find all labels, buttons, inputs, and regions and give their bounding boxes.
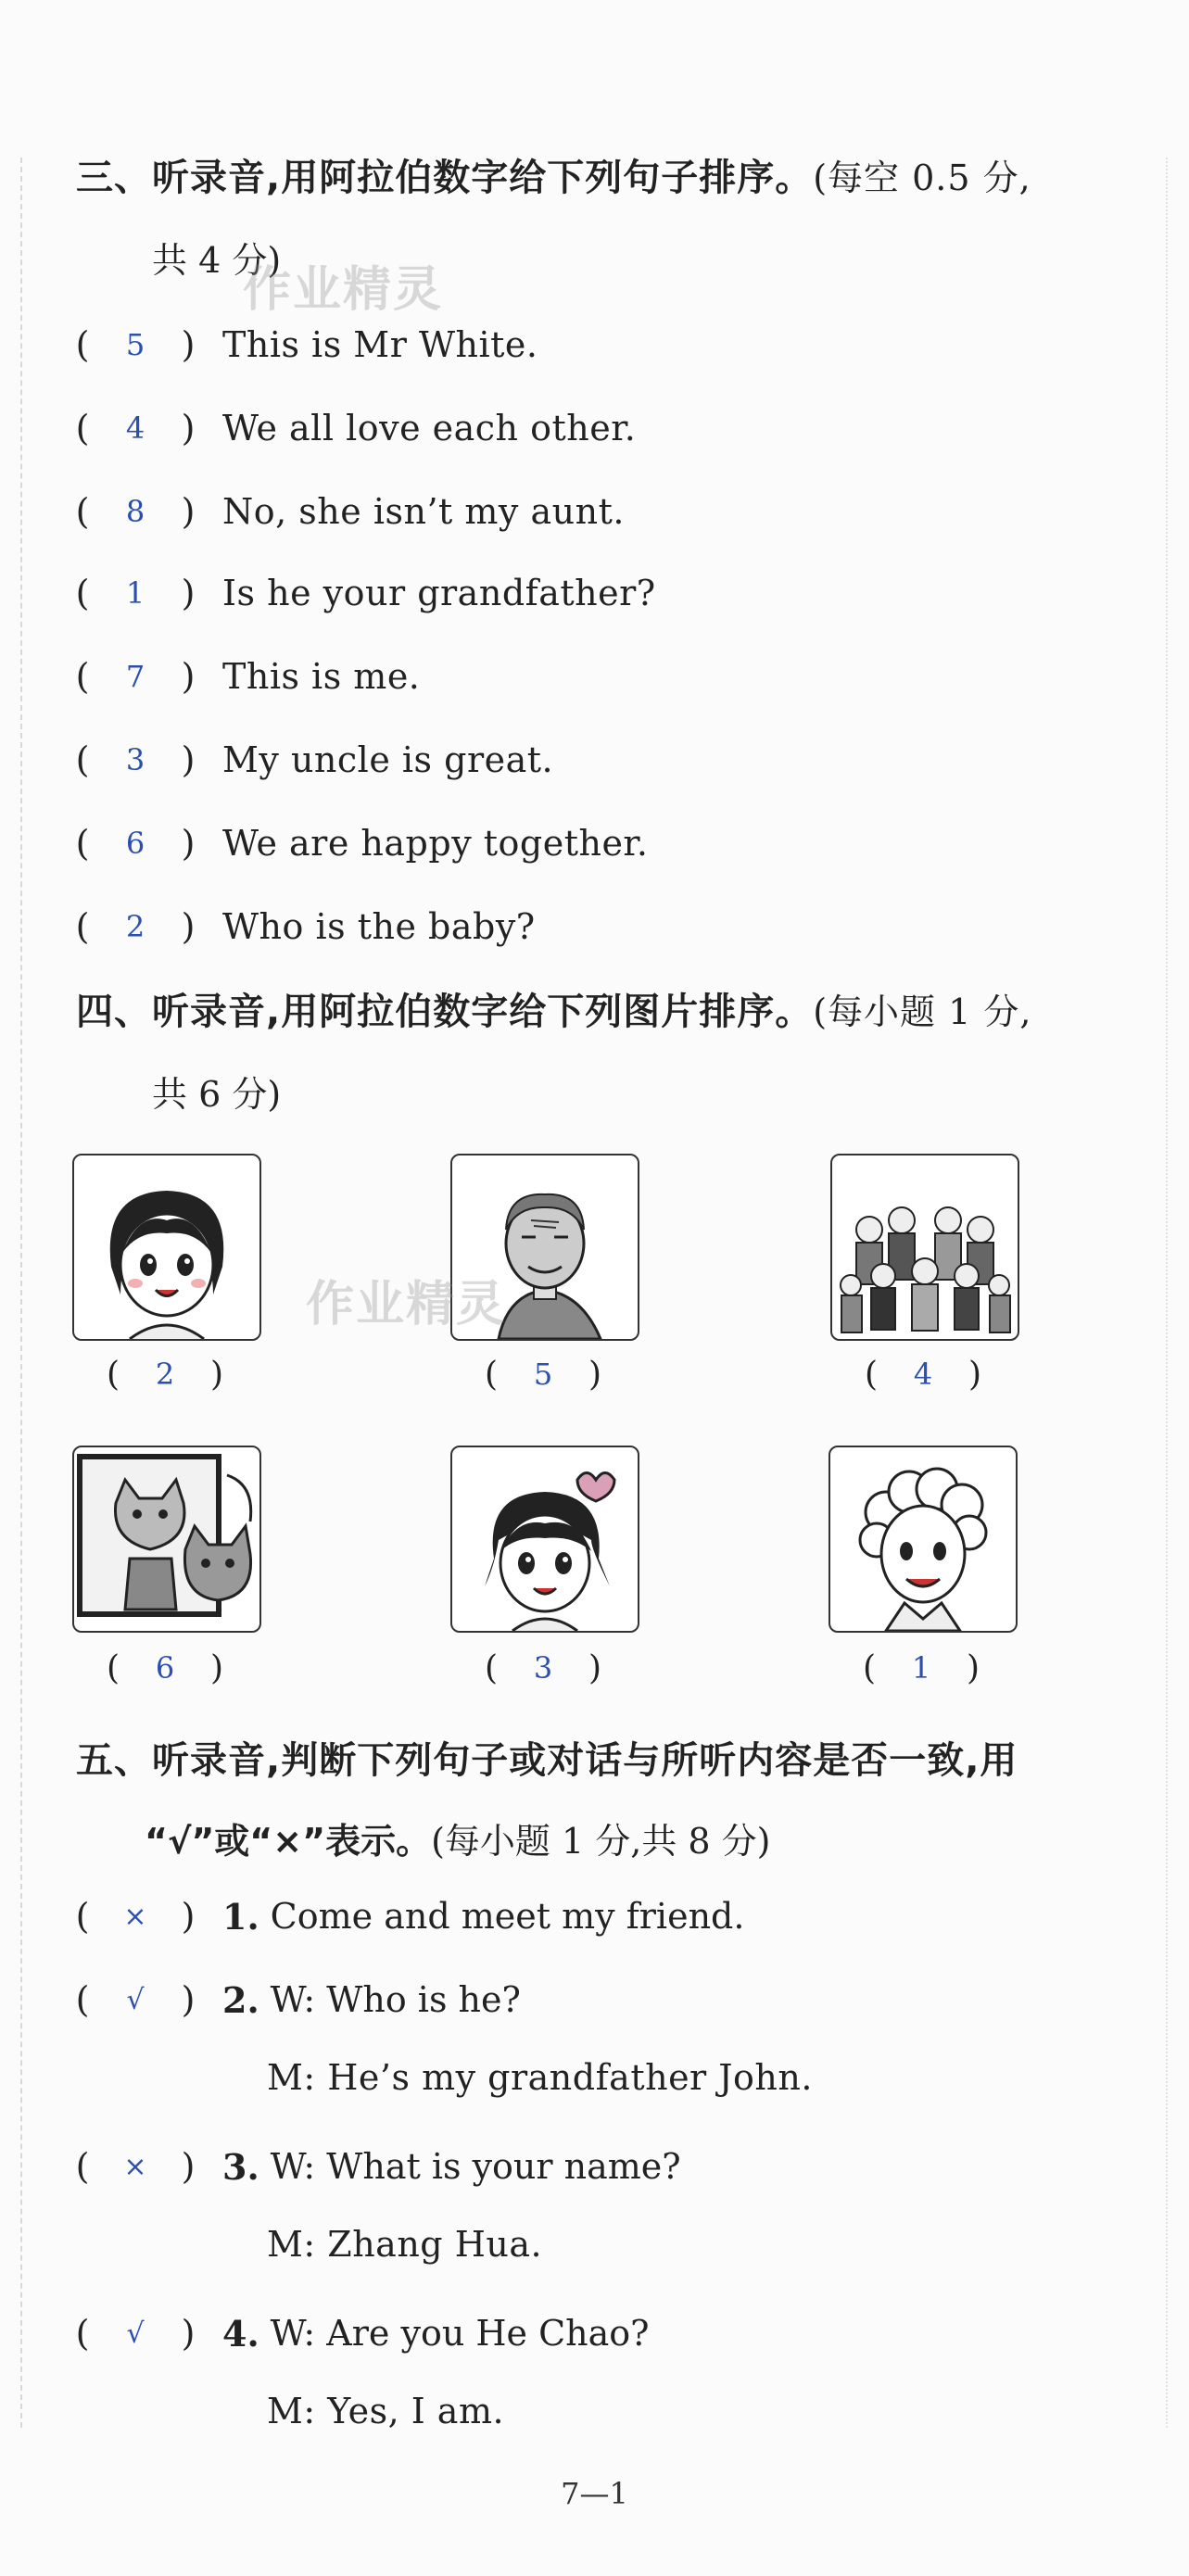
answer-text[interactable]: 7	[125, 659, 145, 694]
section5-points: (每小题 1 分,共 8 分)	[431, 1821, 771, 1862]
sentence-text: My uncle is great.	[222, 739, 554, 780]
dialog-line: M: Yes, I am.	[267, 2391, 505, 2431]
list-item: ( × ) 3. W: What is your name?	[75, 2145, 681, 2188]
family-group-icon	[830, 1154, 1019, 1341]
answer-text[interactable]: 8	[125, 494, 145, 529]
answer-mark[interactable]: √	[126, 1983, 145, 2016]
answer-mark[interactable]: ×	[123, 1900, 147, 1933]
sentence-text: Who is the baby?	[222, 906, 536, 947]
page-number: 7—1	[561, 2476, 628, 2511]
section3-title-text: 三、听录音,用阿拉伯数字给下列句子排序。	[76, 157, 814, 199]
question-number: 2.	[222, 1978, 259, 2021]
sentence-text: We are happy together.	[222, 823, 649, 864]
list-item: ( 4 ) We all love each other.	[75, 408, 637, 448]
dialog-line: M: Zhang Hua.	[267, 2224, 543, 2265]
answer-text[interactable]: 4	[125, 410, 145, 446]
dialog-line: M: He’s my grandfather John.	[267, 2057, 813, 2098]
sentence-text: Is he your grandfather?	[222, 573, 656, 613]
cat-portrait-icon	[72, 1446, 261, 1633]
picture-answer: ( 5 )	[484, 1355, 602, 1394]
answer-text[interactable]: 5	[125, 327, 145, 362]
question-number: 1.	[222, 1895, 259, 1938]
answer-text[interactable]: 6	[125, 826, 145, 861]
picture-answer: ( 6 )	[106, 1648, 224, 1687]
girl-short-hair-icon	[72, 1154, 261, 1341]
answer-mark[interactable]: √	[126, 2317, 145, 2350]
sentence-text: We all love each other.	[222, 408, 637, 448]
sentence-text: This is me.	[222, 656, 421, 697]
sentence-text: This is Mr White.	[222, 324, 538, 365]
curly-hair-boy-icon	[829, 1446, 1018, 1633]
dialog-line: W: Who is he?	[270, 1979, 521, 2020]
question-number: 3.	[222, 2145, 259, 2188]
girl-bow-icon	[450, 1446, 639, 1633]
answer-text[interactable]: 5	[533, 1357, 553, 1392]
sentence-text: Come and meet my friend.	[270, 1896, 745, 1937]
list-item: ( 2 ) Who is the baby?	[75, 906, 536, 947]
list-item: ( 3 ) My uncle is great.	[75, 739, 554, 780]
list-item: ( √ ) 2. W: Who is he?	[75, 1978, 521, 2021]
list-item: ( 1 ) Is he your grandfather?	[75, 573, 656, 613]
list-item: ( × ) 1. Come and meet my friend.	[75, 1895, 745, 1938]
answer-text[interactable]: 3	[533, 1650, 553, 1686]
section4-points-line2: 共 6 分)	[152, 1074, 282, 1115]
answer-mark[interactable]: ×	[123, 2150, 147, 2183]
watermark: 作业精灵	[306, 1277, 507, 1332]
list-item: ( 8 ) No, she isn’t my aunt.	[75, 491, 625, 532]
picture-answer: ( 4 )	[864, 1355, 982, 1394]
answer-text[interactable]: 3	[125, 742, 145, 777]
list-item: ( 6 ) We are happy together.	[75, 823, 649, 864]
margin-line	[1166, 158, 1168, 2428]
answer-text[interactable]: 6	[155, 1650, 175, 1686]
binding-edge-line	[20, 158, 22, 2428]
question-number: 4.	[222, 2312, 259, 2355]
answer-text[interactable]: 4	[913, 1357, 933, 1392]
answer-text[interactable]: 2	[155, 1357, 175, 1392]
answer-text[interactable]: 2	[125, 909, 145, 944]
section3-points: (每空 0.5 分,	[813, 158, 1031, 198]
picture-answer: ( 2 )	[106, 1355, 224, 1394]
section4-title	[76, 982, 1031, 1035]
picture-answer: ( 1 )	[862, 1648, 980, 1687]
section4-points: (每小题 1 分,	[813, 991, 1032, 1032]
section3-points-line2: 共 4 分)	[152, 240, 282, 281]
dialog-line: W: Are you He Chao?	[270, 2313, 650, 2354]
list-item: ( 5 ) This is Mr White.	[75, 324, 538, 365]
section5-instruction-line2	[145, 1812, 771, 1863]
check-cross-marks-text: “√”或“×”表示。	[145, 1821, 432, 1862]
dialog-line: W: What is your name?	[270, 2146, 681, 2187]
section3-title	[76, 148, 1031, 201]
list-item: ( 7 ) This is me.	[75, 656, 421, 697]
section4-title-text: 四、听录音,用阿拉伯数字给下列图片排序。	[76, 991, 814, 1033]
section5-title: 五、听录音,判断下列句子或对话与所听内容是否一致,用	[76, 1739, 1018, 1782]
answer-text[interactable]: 1	[125, 575, 145, 611]
list-item: ( √ ) 4. W: Are you He Chao?	[75, 2312, 650, 2355]
sentence-text: No, she isn’t my aunt.	[222, 491, 625, 532]
picture-answer: ( 3 )	[484, 1648, 602, 1687]
answer-text[interactable]: 1	[911, 1650, 931, 1686]
watermark: 作业精灵	[243, 262, 444, 318]
